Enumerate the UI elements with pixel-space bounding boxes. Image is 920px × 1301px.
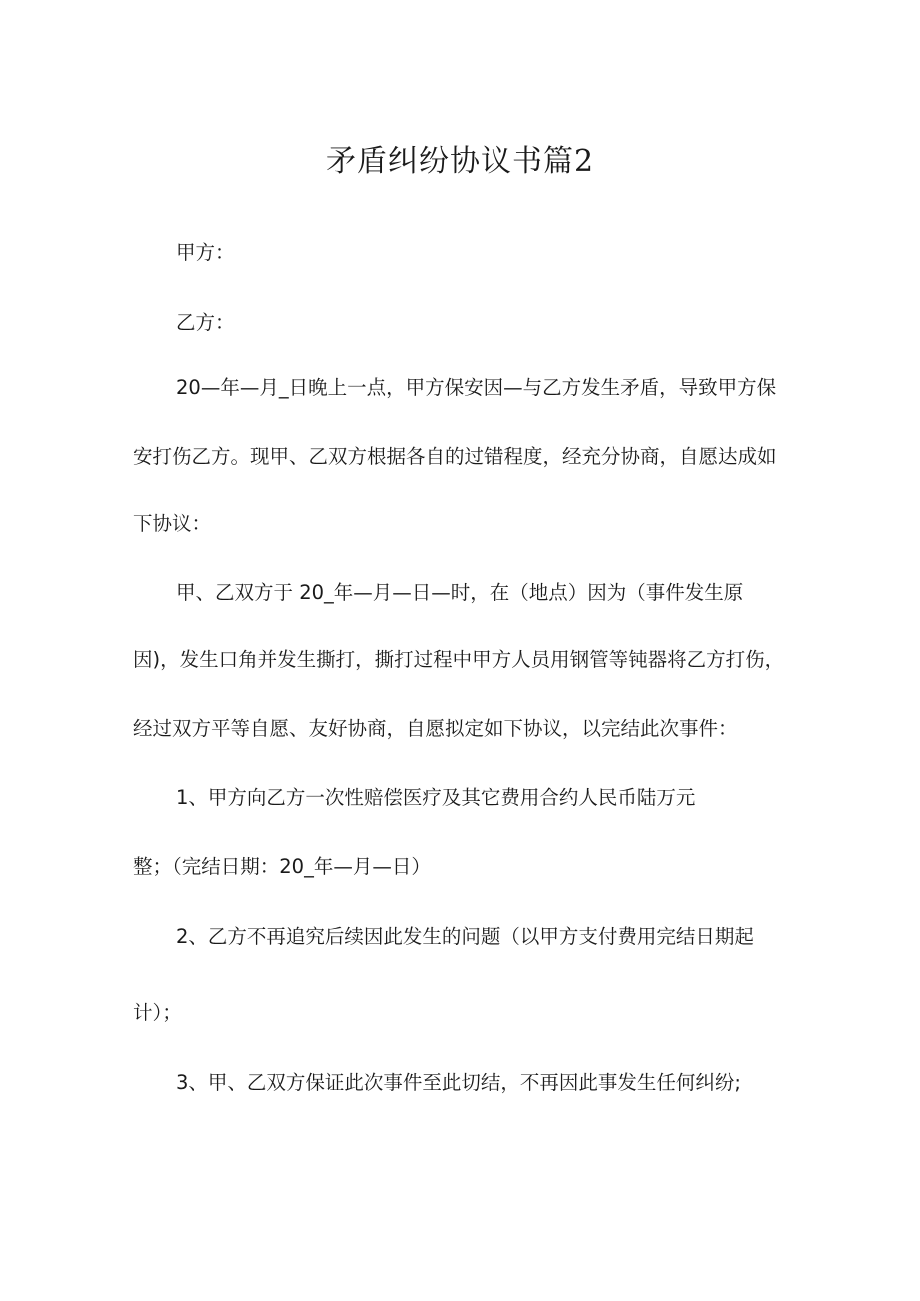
paragraph-1-line-2: 安打伤乙方。现甲、乙双方根据各自的过错程度，经充分协商，自愿达成如: [133, 445, 777, 468]
item-1-line-2: 整；（完结日期：20_年—月—日）: [133, 855, 431, 878]
paragraph-1-line-1: 20—年—月_日晚上一点，甲方保安因—与乙方发生矛盾，导致甲方保: [176, 376, 777, 399]
paragraph-2-line-1: 甲、乙双方于 20_年—月—日—时，在（地点）因为（事件发生原: [176, 581, 744, 604]
paragraph-2-line-2: 因)，发生口角并发生撕打，撕打过程中甲方人员用钢管等钝器将乙方打伤，: [133, 648, 785, 671]
paragraph-1-line-3: 下协议：: [133, 512, 212, 535]
item-2-line-2: 计）；: [133, 1001, 182, 1024]
item-2-line-1: 2、乙方不再追究后续因此发生的问题（以甲方支付费用完结日期起: [176, 925, 754, 948]
item-1-line-1: 1、甲方向乙方一次性赔偿医疗及其它费用合约人民币陆万元: [176, 786, 696, 809]
item-3-line-1: 3、甲、乙双方保证此次事件至此切结，不再因此事发生任何纠纷;: [176, 1071, 741, 1094]
party-a-label: 甲方：: [176, 241, 235, 264]
party-b-label: 乙方：: [176, 311, 235, 334]
paragraph-2-line-3: 经过双方平等自愿、友好协商，自愿拟定如下协议，以完结此次事件：: [133, 717, 738, 740]
document-title: 矛盾纠纷协议书篇2: [325, 144, 595, 179]
